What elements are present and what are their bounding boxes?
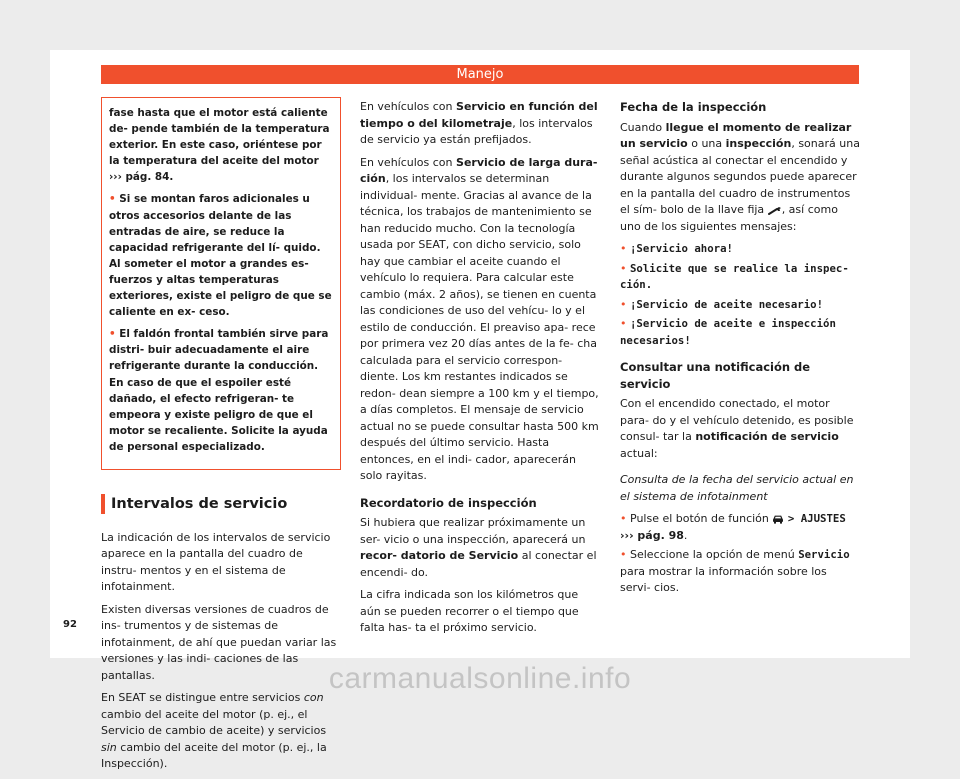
message-item xyxy=(620,261,860,294)
punctuation: . xyxy=(169,171,174,184)
message-item xyxy=(620,241,860,258)
wrench-icon xyxy=(768,206,782,215)
paragraph xyxy=(620,120,860,236)
bullet-icon: • xyxy=(620,242,627,255)
bold-term: Servicio de larga dura- ción xyxy=(360,155,598,185)
car-icon xyxy=(772,515,784,524)
text: Si hubiera que realizar próximamente un ser- vicio o una inspección, aparecerá un xyxy=(360,516,586,546)
bullet-icon: • xyxy=(109,328,116,341)
text: , los intervalos se determinan individual- mente. Gracias al avance de la técnica, los trabajos de mantenimiento se han reducido mucho. Con la tecnología usada por SEAT, con dicho servicio, solo hay que cambiar el aceite cuando el vehículo lo requiera. Para calcular este cambio (máx. 2 años), se tienen en cuenta las condiciones de uso del vehícu- lo y el estilo de conducción. El preaviso apa- rece por primera vez 20 días antes de la fe- cha calculada para el servicio correspon- diente. Los km restantes indicados se redon- dean siempre a 100 km y el tiempo, a días completos. El mensaje de servicio actual no se puede consultar hasta 500 km después del último servicio. Hasta entonces, en el indi- cador, aparecerán solo rayitas. xyxy=(360,172,599,482)
paragraph: Existen diversas versiones de cuadros de ins- trumentos y de sistemas de infotainment, de ahí que puedan variar las versiones y las indi- caciones de las pantallas. xyxy=(101,602,337,682)
section-title: Intervalos de servicio xyxy=(111,495,288,512)
paragraph xyxy=(360,99,600,149)
bold-term: inspección xyxy=(725,137,792,150)
text: , sonará una señal acústica al conectar el encendido y durante algunos segundos puede aparecer en la pantalla del cuadro de instrumentos el sím- bolo de la llave fija xyxy=(620,137,860,216)
menu-option: Servicio xyxy=(798,548,850,561)
box-text: El faldón frontal también sirve para distri- buir adecuadamente el aire refrigerante durante la conducción. En caso de que el espoiler esté dañado, el efecto refrigeran- te empeora y existe peligro de que el motor se recaliente. Solicite la ayuda de personal especializado. xyxy=(109,328,329,453)
paragraph xyxy=(101,690,341,773)
page-reference[interactable]: ››› pág. 84 xyxy=(109,171,170,184)
bold-term: Servicio en función del tiempo o del kilometraje xyxy=(360,100,598,130)
text: cambio del aceite del motor (p. ej., el Servicio de cambio de aceite) y servicios xyxy=(101,707,327,738)
box-text: fase hasta que el motor está caliente de- pende también de la temperatura exterior. En este caso, oriéntese por la temperatura del aceite del motor xyxy=(109,107,330,168)
page-number: 92 xyxy=(63,619,77,630)
bullet-icon: • xyxy=(620,512,627,525)
message-text: Solicite que se realice la inspec- ción. xyxy=(620,261,849,291)
bold-term: notificación de servicio xyxy=(695,430,839,443)
message-text: ¡Servicio ahora! xyxy=(630,242,733,255)
text: En SEAT se distingue entre servicios xyxy=(101,691,301,705)
box-bullet-item xyxy=(109,191,333,320)
subheading: Consultar una notificación de servicio xyxy=(620,360,811,391)
paragraph xyxy=(360,515,600,581)
paragraph xyxy=(360,155,600,485)
text: , los intervalos de servicio ya están prefijados. xyxy=(360,116,593,146)
text: Pulse el botón de función xyxy=(630,512,769,525)
text: cambio del aceite del motor (p. ej., la Inspección). xyxy=(101,740,327,771)
message-item xyxy=(620,316,860,349)
paragraph: La cifra indicada son los kilómetros que aún se pueden recorrer o el tiempo que falta has- ta el próximo servicio. xyxy=(360,588,579,634)
emphasis: sin xyxy=(101,740,117,754)
text: En vehículos con xyxy=(360,100,453,113)
subheading: Fecha de la inspección xyxy=(620,100,767,114)
text: Con el encendido conectado, el motor para- do y el vehículo detenido, es posible consul- tar la xyxy=(620,397,854,443)
text: Cuando xyxy=(620,120,663,134)
box-text: Si se montan faros adicionales u otros accesorios delante de las entradas de aire, se reduce la capacidad refrigerante del lí- quido. Al someter el motor a grandes es- fuerzos y altas temperaturas exteriores, existe el peligro de que se caliente en ex- ceso. xyxy=(109,193,332,319)
message-text: ¡Servicio de aceite e inspección necesarios! xyxy=(620,317,836,347)
bullet-icon: • xyxy=(620,297,627,311)
bold-term: recor- datorio de Servicio xyxy=(360,549,519,562)
italic-instruction: Consulta de la fecha del servicio actual en el sistema de infotainment xyxy=(620,473,854,503)
page-reference[interactable]: ››› pág. 98 xyxy=(620,528,684,542)
step-item xyxy=(620,511,860,544)
message-item xyxy=(620,297,860,314)
chapter-title: Manejo xyxy=(456,67,504,82)
paragraph xyxy=(620,396,860,462)
punctuation: . xyxy=(683,528,688,542)
menu-path: > AJUSTES xyxy=(787,512,846,525)
chapter-header xyxy=(101,65,859,84)
message-text: ¡Servicio de aceite necesario! xyxy=(630,297,824,311)
step-item xyxy=(620,547,860,597)
subheading: Recordatorio de inspección xyxy=(360,495,537,510)
text: actual: xyxy=(620,446,658,460)
paragraph: La indicación de los intervalos de servicio aparece en la pantalla del cuadro de instru- mentos y en el sistema de infotainment. xyxy=(101,530,331,594)
text: para mostrar la información sobre los servi- cios. xyxy=(620,564,827,594)
watermark: carmanualsonline.info xyxy=(328,662,632,695)
section-heading xyxy=(101,494,341,514)
section-marker xyxy=(101,494,105,514)
right-column xyxy=(620,99,860,600)
middle-column xyxy=(360,99,600,643)
bold-term: llegue el momento de realizar un servicio xyxy=(620,120,852,150)
warning-box xyxy=(101,97,341,470)
text: Seleccione la opción de menú xyxy=(630,548,795,561)
text: al conectar el encendi- do. xyxy=(360,549,597,579)
bullet-icon: • xyxy=(620,317,627,330)
bullet-icon: • xyxy=(620,261,627,275)
box-bullet-item xyxy=(109,326,333,455)
text: , así como uno de los siguientes mensajes: xyxy=(620,203,838,233)
text: o una xyxy=(691,137,723,150)
box-paragraph xyxy=(109,105,333,185)
bullet-icon: • xyxy=(620,548,627,561)
text: En vehículos con xyxy=(360,155,453,169)
bullet-icon: • xyxy=(109,193,116,206)
emphasis: con xyxy=(303,691,324,705)
